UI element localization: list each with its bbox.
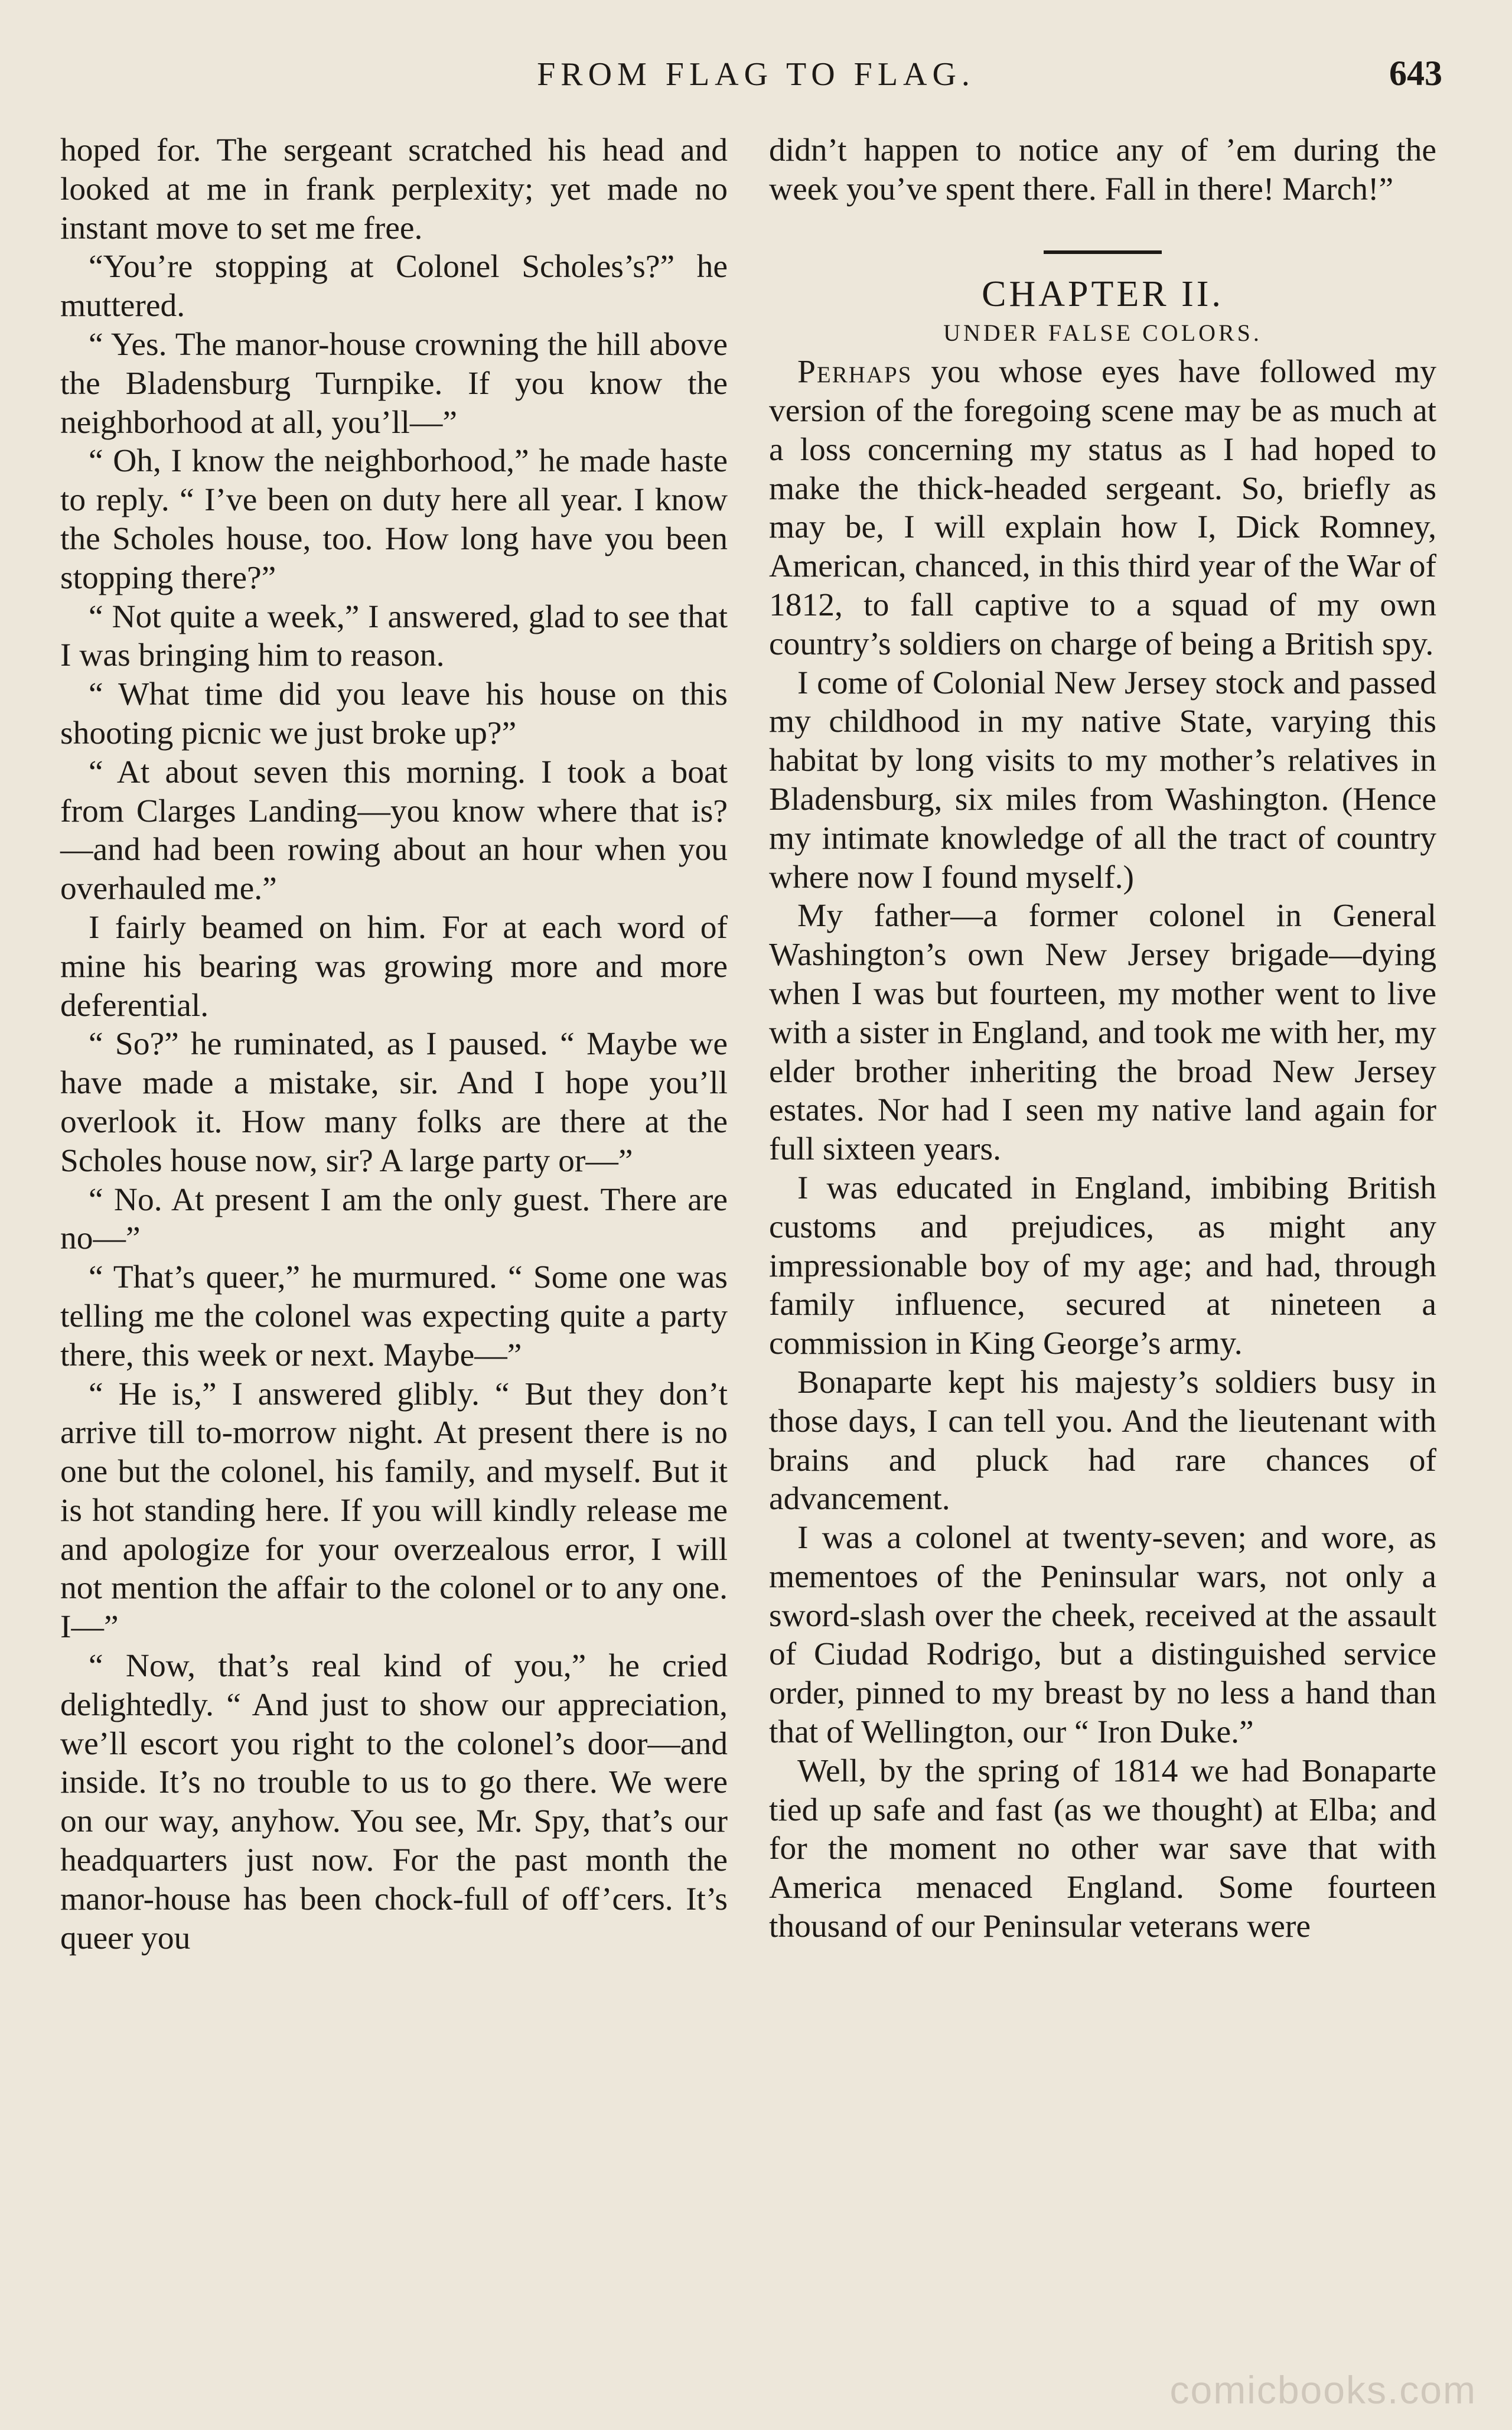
watermark: comicbooks.com [1169, 2368, 1477, 2412]
paragraph: “ That’s queer,” he murmured. “ Some one was telling me the colonel was expecting quite a party there, this week or next. Maybe—” [60, 1259, 728, 1373]
chapter-opening-paragraph [769, 353, 1436, 663]
paragraph: hoped for. The sergeant scratched his head and looked at me in frank perplexity; yet made no instant move to set me free. [60, 132, 728, 246]
paragraph: “ Not quite a week,” I answered, glad to see that I was bringing him to reason. [60, 598, 728, 674]
paragraph: I was a colonel at twenty-seven; and wore, as mementoes of the Peninsular wars, not only a sword-slash over the cheek, received at the assault of Ciudad Rodrigo, but a distinguished service order, pinned to my breast by no less a hand than that of Wellington, our “ Iron Duke.” [769, 1520, 1436, 1751]
paragraph: I was educated in England, imbibing British customs and prejudices, as might any impressionable boy of my age; and had, through family influence, secured at nineteen a commission in King George’s army. [769, 1170, 1436, 1362]
left-column [60, 131, 728, 1957]
paragraph: “ Yes. The manor-house crowning the hill above the Bladensburg Turnpike. If you know the neighborhood at all, you’ll—” [60, 326, 728, 441]
paragraph: I come of Colonial New Jersey stock and passed my childhood in my native State, varying this habitat by long visits to my mother’s relatives in Bladensburg, six miles from Washington. (Hence my intimate knowledge of all the tract of country where now I found myself.) [769, 664, 1436, 895]
paragraph: “ So?” he ruminated, as I paused. “ Maybe we have made a mistake, sir. And I hope you’ll overlook it. How many folks are there at the Scholes house now, sir? A large party or—” [60, 1026, 728, 1179]
chapter-title: CHAPTER II. [982, 273, 1224, 314]
opening-paragraph-text: you whose eyes have followed my version of the foregoing scene may be as much at a loss concerning my status as I had hoped to make the thick-headed sergeant. So, briefly as may be, I will explain how I, Dick Romney, American, chanced, in this third year of the War of 1812, to fall captive to a squad of my own country’s soldiers on charge of being a British spy. [769, 354, 1436, 662]
paragraph: “You’re stopping at Colonel Scholes’s?” he muttered. [60, 249, 728, 324]
running-head [0, 48, 1512, 102]
paragraph: “ Now, that’s real kind of you,” he cried delightedly. “ And just to show our appreciation, we’ll escort you right to the colonel’s door—and inside. It’s no trouble to us to go there. We were on our way, anyhow. You see, Mr. Spy, that’s our headquarters just now. For the past month the manor-house has been chock-full of off’cers. It’s queer you [60, 1648, 728, 1956]
opening-word: Perhaps [797, 354, 913, 390]
paragraph: “ Oh, I know the neighborhood,” he made haste to reply. “ I’ve been on duty here all year. I know the Scholes house, too. How long have you been stopping there?” [60, 443, 728, 596]
paragraph: Bonaparte kept his majesty’s soldiers busy in those days, I can tell you. And the lieutenant with brains and pluck had rare chances of advancement. [769, 1364, 1436, 1517]
section-rule [1044, 250, 1162, 254]
page-number: 643 [1389, 54, 1442, 93]
paragraph: Well, by the spring of 1814 we had Bonaparte tied up safe and fast (as we thought) at Elba; and for the moment no other war save that with America menaced England. Some fourteen thousand of our Peninsular veterans were [769, 1753, 1436, 1945]
right-column [769, 131, 1436, 1946]
running-title: FROM FLAG TO FLAG. [537, 56, 975, 93]
paragraph: “ He is,” I answered glibly. “ But they don’t arrive till to-morrow night. At present there is no one but the colonel, his family, and myself. But it is hot standing here. If you will kindly release me and apologize for your overzealous error, I will not mention the affair to the colonel or to any one. I—” [60, 1376, 728, 1646]
paragraph-continuation: didn’t happen to notice any of ’em during the week you’ve spent there. Fall in there! March!” [769, 132, 1436, 207]
paragraph: I fairly beamed on him. For at each word of mine his bearing was growing more and more deferential. [60, 909, 728, 1024]
paragraph: “ No. At present I am the only guest. There are no—” [60, 1181, 728, 1257]
chapter-subtitle: UNDER FALSE COLORS. [943, 320, 1262, 347]
paragraph: “ At about seven this morning. I took a boat from Clarges Landing—you know where that is?—and had been rowing about an hour when you overhauled me.” [60, 754, 728, 907]
paragraph: “ What time did you leave his house on this shooting picnic we just broke up?” [60, 676, 728, 751]
paragraph: My father—a former colonel in General Washington’s own New Jersey brigade—dying when I was but fourteen, my mother went to live with a sister in England, and took me with her, my elder brother inheriting the broad New Jersey estates. Nor had I seen my native land again for full sixteen years. [769, 898, 1436, 1168]
